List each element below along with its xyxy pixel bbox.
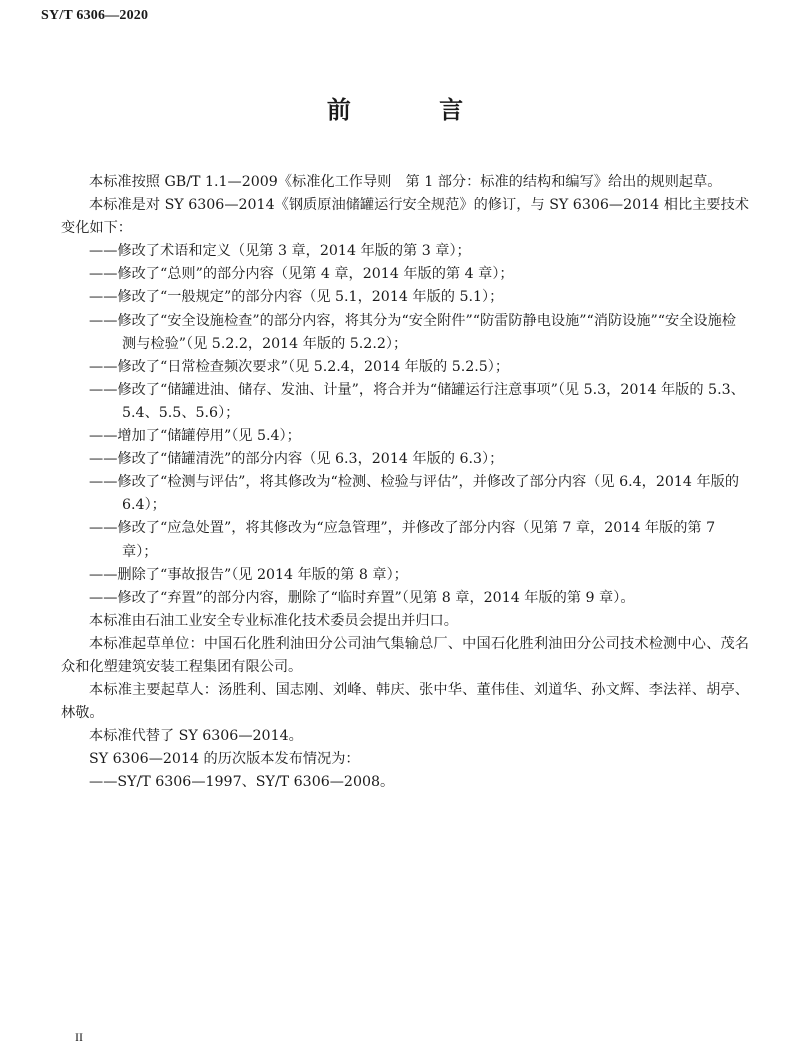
page-number: II bbox=[75, 1030, 83, 1044]
list-item: ——增加了“储罐停用”（见 5.4）； bbox=[89, 428, 301, 445]
paragraph: 本标准主要起草人：汤胜利、国志刚、刘峰、韩庆、张中华、董伟佳、刘道华、孙文辉、李法祥、胡亭、林敬。 bbox=[61, 682, 749, 722]
page-title-text: 前 言 bbox=[326, 96, 504, 124]
document-code-header: SY/T 6306—2020 bbox=[41, 8, 149, 23]
list-item: ——修改了“储罐清洗”的部分内容（见 6.3，2014 年版的 6.3）； bbox=[89, 451, 504, 468]
foreword-body bbox=[61, 171, 749, 795]
list-item: ——SY/T 6306—1997、SY/T 6306—2008。 bbox=[89, 774, 395, 791]
list-item: ——修改了术语和定义（见第 3 章，2014 年版的第 3 章）； bbox=[89, 243, 471, 260]
paragraph: 本标准由石油工业安全专业标准化技术委员会提出并归口。 bbox=[89, 612, 458, 629]
list-item: ——修改了“总则”的部分内容（见第 4 章，2014 年版的第 4 章）； bbox=[89, 266, 514, 283]
list-item: ——修改了“一般规定”的部分内容（见 5.1，2014 年版的 5.1）； bbox=[89, 289, 504, 306]
paragraph: 本标准起草单位：中国石化胜利油田分公司油气集输总厂、中国石化胜利油田分公司技术检测中心、茂名众和化塑建筑安装工程集团有限公司。 bbox=[61, 635, 749, 675]
paragraph: SY 6306—2014 的历次版本发布情况为： bbox=[89, 751, 360, 768]
paragraph: 本标准按照 GB/T 1.1—2009《标准化工作导则 第 1 部分：标准的结构和编写》给出的规则起草。 bbox=[89, 174, 722, 190]
paragraph: 本标准是对 SY 6306—2014《钢质原油储罐运行安全规范》的修订，与 SY 6306—2014 相比主要技术变化如下： bbox=[61, 197, 749, 237]
list-item: ——修改了“弃置”的部分内容，删除了“临时弃置”（见第 8 章，2014 年版的第 9 章）。 bbox=[89, 589, 635, 606]
list-item: ——删除了“事故报告”（见 2014 年版的第 8 章）； bbox=[89, 566, 408, 583]
list-item: ——修改了“日常检查频次要求”（见 5.2.4，2014 年版的 5.2.5）； bbox=[89, 358, 510, 375]
paragraph: 本标准代替了 SY 6306—2014。 bbox=[89, 728, 303, 745]
list-item: ——修改了“检测与评估”，将其修改为“检测、检验与评估”，并修改了部分内容（见 6.4，2014 年版的 6.4）； bbox=[89, 474, 740, 514]
list-item: ——修改了“储罐进油、储存、发油、计量”，将合并为“储罐运行注意事项”（见 5.3，2014 年版的 5.3、5.4、5.5、5.6）； bbox=[89, 381, 745, 421]
list-item: ——修改了“应急处置”，将其修改为“应急管理”，并修改了部分内容（见第 7 章，2014 年版的第 7 章）； bbox=[89, 520, 716, 560]
list-item: ——修改了“安全设施检查”的部分内容，将其分为“安全附件”“防雷防静电设施”“消防设施”“安全设施检测与检验”（见 5.2.2，2014 年版的 5.2.2）； bbox=[89, 312, 736, 352]
page-title bbox=[0, 90, 790, 125]
